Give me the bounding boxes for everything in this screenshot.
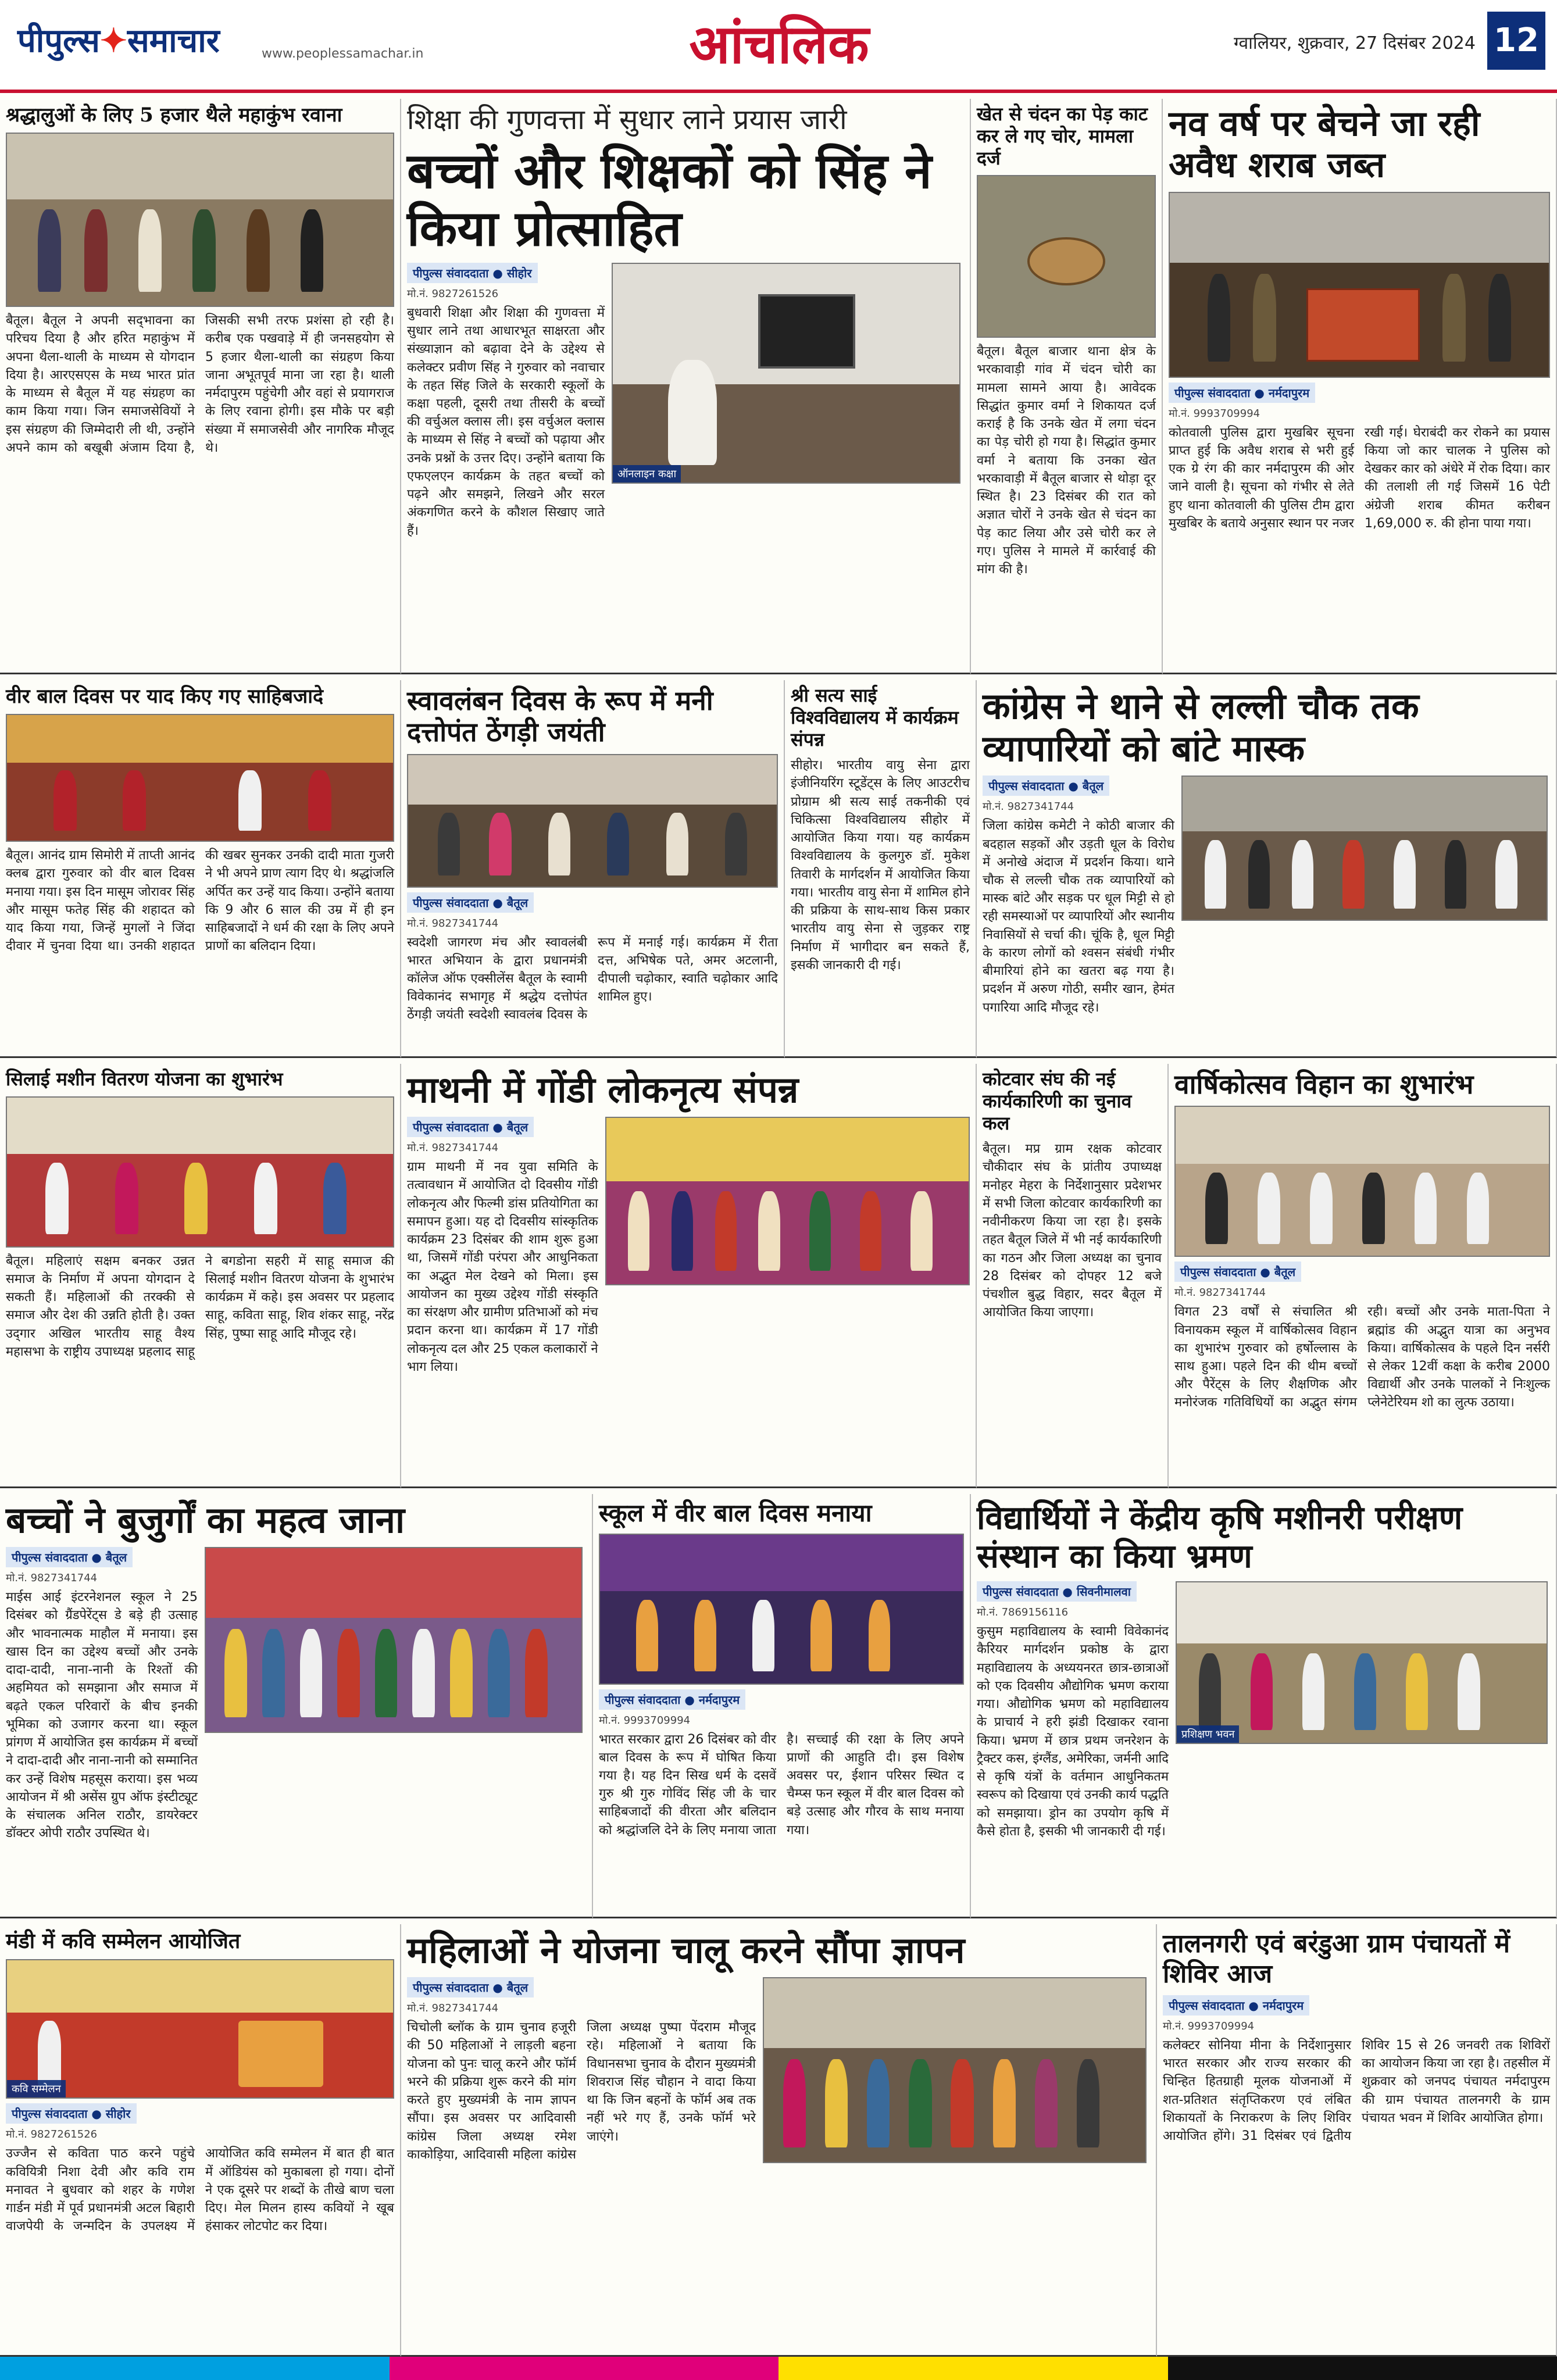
news-photo[interactable] bbox=[6, 1959, 394, 2099]
dateline: ग्वालियर, शुक्रवार, 27 दिसंबर 2024 bbox=[1234, 33, 1476, 53]
masthead bbox=[0, 0, 1557, 93]
story-camp-today[interactable] bbox=[1157, 1924, 1557, 2357]
headline: श्रद्धालुओं के लिए 5 हजार थैले महाकुंभ रवाना bbox=[6, 103, 342, 127]
article-body: ग्राम माथनी में नव युवा समिति के तत्वावधान में आयोजित दो दिवसीय गोंडी लोकनृत्य और फिल्मी डांस प्रतियोगिता का समापन हुआ। यह दो दिवसीय सांस्कृतिक कार्यक्रम 23 दिसंबर की शाम शुरू हुआ था, जिसमें गोंडी परंपरा और आधुनिकता का अद्भुत मेल देखने को मिला। इस आयोजन का मुख्य उद्देश्य गोंडी संस्कृति का संरक्षण और ग्रामीण प्रतिभाओं को मंच प्रदान करना था। कार्यक्रम में 17 गोंडी लोकनृत्य दल और 25 एकल कलाकारों ने भाग लिया। bbox=[407, 1160, 598, 1374]
star-icon: ✦ bbox=[99, 22, 127, 60]
article-body: चिचोली ब्लॉक के ग्राम चुनाव हजूरी की 50 महिलाओं ने लाड़ली बहना योजना को पुनः चालू करने और फॉर्म भरने की प्रक्रिया शुरू करने की मांग करते हुए मुख्यमंत्री के नाम ज्ञापन सौंपा। इस अवसर पर आदिवासी कांग्रेस जिला अध्यक्ष रमेश काकोड़िया, आदिवासी महिला कांग्रेस जिला अध्यक्ष पुष्पा पेंदराम मौजूद रहे। महिलाओं ने बताया कि विधानसभा चुनाव के दौरान मुख्यमंत्री शिवराज सिंह चौहान ने वादा किया था कि जिन बहनों के फॉर्म अब तक नहीं भरे गए हैं, उनके फॉर्म भरे जाएंगे। bbox=[407, 2020, 756, 2162]
byline: पीपुल्स संवाददाता ● सिवनीमालवा bbox=[977, 1581, 1137, 1602]
headline: बच्चों ने बुजुर्गों का महत्व जाना bbox=[6, 1499, 405, 1541]
news-photo[interactable] bbox=[205, 1547, 583, 1733]
reporter-phone: मो.नं. 9827341744 bbox=[983, 801, 1074, 813]
headline: श्री सत्य साई विश्वविद्यालय में कार्यक्रम संपन्न bbox=[791, 684, 959, 751]
story-thengadi-jayanti[interactable] bbox=[401, 680, 785, 1058]
article-body: माईस आई इंटरनेशनल स्कूल ने 25 दिसंबर को ग्रैंडपेरेंट्स डे बड़े ही उत्साह और भावनात्मक माहौल में मनाया। इस खास दिन का उद्देश्य बच्चों और उनके दादा-दादी, नाना-नानी के रिश्तों की अहमियत को समझाना और समाज में बढ़ते एकल परिवारों के बीच इनकी भूमिका को उजागर करना था। स्कूल प्रांगण में आयोजित इस कार्यक्रम में बच्चों ने दादा-दादी और नाना-नानी को सम्मानित कर उन्हें विशेष महसूस कराया। इस भव्य आयोजन में श्री असेंस ग्रुप ऑफ इंस्टीट्यूट के संचालक अनिल राठौर, डायरेक्टर डॉक्टर ओपी राठौर उपस्थित थे। bbox=[6, 1590, 198, 1841]
byline: पीपुल्स संवाददाता ● बैतूल bbox=[407, 1977, 534, 1997]
headline: वार्षिकोत्सव विहान का शुभारंभ bbox=[1174, 1069, 1474, 1100]
article-body: बुधवारी शिक्षा और शिक्षा की गुणवत्ता में सुधार लाने तथा आधारभूत साक्षरता और संख्याज्ञान को बढ़ावा देने के उद्देश्य से कलेक्टर प्रवीण सिंह ने गुरुवार को नवाचार के तहत सिंह जिले के सरकारी स्कूलों के कक्षा पहली, दूसरी तथा तीसरी के बच्चों की वर्चुअल क्लास ली। इस वर्चुअल क्लास के माध्यम से सिंह ने बच्चों को पढ़ाया और उनके प्रश्नों के उत्तर दिए। उन्होंने बताया कि एफएलएन कार्यक्रम के तहत बच्चों को पढ़ने और समझने, लिखने और सरल अंकगणित करने के कौशल सिखाए जाते हैं। bbox=[407, 305, 605, 538]
news-photo[interactable] bbox=[612, 263, 960, 484]
article-body: बैतूल। बैतूल बाजार थाना क्षेत्र के भरकावाड़ी गांव में चंदन चोरी का मामला सामने आया है। आवेदक सिद्धांत कुमार वर्मा ने शिकायत दर्ज कराई है कि उनके खेत में लगा चंदन का पेड़ चोरी हो गया है। सिद्धांत कुमार वर्मा ने बताया कि उनका खेत भरकावाड़ी में बैतूल बाजार से थोड़ा दूर स्थित है। 23 दिसंबर की रात को अज्ञात चोरों ने उनके खेत से चंदन का पेड़ काट लिया और उसे चोरी कर ले गए। पुलिस ने मामले में कार्रवाई की मांग की है। bbox=[977, 344, 1156, 577]
article-body: स्वदेशी जागरण मंच और स्वावलंबी भारत अभियान के द्वारा प्रधानमंत्री कॉलेज ऑफ एक्सीलेंस बैतूल के स्वामी विवेकानंद सभागृह में श्रद्धेय दत्तोपंत ठेंगड़ी जयंती स्वदेशी स्वावलंब दिवस के रूप में मनाई गई। कार्यक्रम में रीता दत्त, अभिषेक पते, अमर अटलानी, दीपाली चढ़ोकार, स्वाति चढ़ोकार आदि शामिल हुए। bbox=[407, 935, 778, 1023]
news-photo[interactable] bbox=[605, 1117, 970, 1285]
article-body: कोतवाली पुलिस द्वारा मुखबिर सूचना प्राप्त हुई कि अवैध शराब से भरी हुई एक ग्रे रंग की कार नर्मदापुरम की ओर जाने वाली है। सूचना को गंभीर से लेते हुए थाना कोतवाली की पुलिस टीम द्वारा मुखबिर के बताये अनुसार स्थान पर नजर रखी गई। घेराबंदी कर रोकने का प्रयास किया जो कार चालक ने पुलिस को देखकर कार को अंधेरे में रोक दिया। कार की तलाशी ली गई जिसमें 16 पेटी अंग्रेजी शराब कीमत करीबन 1,69,000 रु. की होना पाया गया। bbox=[1169, 425, 1550, 531]
byline: पीपुल्स संवाददाता ● सीहोर bbox=[6, 2103, 137, 2124]
news-photo[interactable] bbox=[1181, 776, 1548, 921]
story-kavi-sammelan[interactable] bbox=[0, 1924, 401, 2357]
headline: महिलाओं ने योजना चालू करने सौंपा ज्ञापन bbox=[407, 1929, 965, 1971]
article-body: कलेक्टर सोनिया मीना के निर्देशानुसार भारत सरकार और राज्य सरकार की चिन्हित हितग्राही मूलक योजनाओं में शत-प्रतिशत संतृप्तिकरण एवं लंबित शिकायतों के निराकरण के लिए शिविर आयोजित होंगे। 31 दिसंबर एवं द्वितीय शिविर 15 से 26 जनवरी तक शिविरों का आयोजन किया जा रहा है। तहसील में शुक्रवार को जनपद पंचायत नर्मदापुरम की ग्राम पंचायत तालनगरी के ग्राम पंचायत भवन में शिविर आयोजित होगा। bbox=[1163, 2038, 1550, 2143]
headline: कांग्रेस ने थाने से लल्ली चौक तक व्यापारियों को बांटे मास्क bbox=[983, 685, 1419, 770]
news-photo[interactable] bbox=[6, 133, 394, 307]
article-body: बैतूल। महिलाएं सक्षम बनकर उन्नत समाज के निर्माण में अपना योगदान दे सकती हैं। महिलाओं की तरक्की से समाज और देश की उन्नति होती है। उक्त उद्‌गार अखिल भारतीय साहू वैश्य महासभा के राष्ट्रीय उपाध्यक्ष प्रहलाद साहू ने बगडोना सहरी में साहू समाज की सिलाई मशीन वितरण योजना के शुभारंभ कार्यक्रम में कहे। इस अवसर पर प्रहलाद साहू, कविता साहू, शिव शंकर साहू, नरेंद्र सिंह, पुष्पा साहू आदि मौजूद रहे। bbox=[6, 1253, 394, 1359]
story-mahakumbh-bags[interactable] bbox=[0, 99, 401, 674]
story-grandparents-day[interactable] bbox=[0, 1494, 593, 1918]
story-agri-machinery-visit[interactable] bbox=[971, 1494, 1557, 1918]
news-photo[interactable] bbox=[977, 175, 1156, 338]
story-vihan-annual-fest[interactable] bbox=[1169, 1064, 1557, 1488]
byline: पीपुल्स संवाददाता ● नर्मदापुरम bbox=[1169, 383, 1315, 403]
reporter-phone: मो.नं. 7869156116 bbox=[977, 1606, 1069, 1619]
headline: विद्यार्थियों ने केंद्रीय कृषि मशीनरी परीक्षण संस्थान का किया भ्रमण bbox=[977, 1499, 1463, 1576]
headline: वीर बाल दिवस पर याद किए गए साहिबजादे bbox=[6, 685, 324, 708]
brand-right: समाचार bbox=[127, 22, 220, 60]
reporter-phone: मो.नं. 9827261526 bbox=[6, 2128, 98, 2141]
story-school-veer-bal[interactable] bbox=[593, 1494, 971, 1918]
page-number: 12 bbox=[1487, 12, 1545, 70]
news-photo[interactable] bbox=[763, 1977, 1147, 2163]
story-women-memorandum[interactable] bbox=[401, 1924, 1157, 2357]
article-body: कुसुम महाविद्यालय के स्वामी विवेकानंद कैरियर मार्गदर्शन प्रकोष्ठ के द्वारा महाविद्यालय के अध्ययनरत छात्र-छात्राओं को एक दिवसीय औद्योगिक भ्रमण कराया गया। औद्योगिक भ्रमण को महाविद्यालय के प्राचार्य ने हरी झंडी दिखाकर रवाना किया। भ्रमण में छात्र प्रथम जनरेशन के ट्रैक्टर कस, इंग्लैंड, अमेरिका, जर्मनी आदि से कृषि यंत्रों के वर्तमान आधुनिकतम स्वरूप को दिखाया एवं उनकी कार्य पद्धति को समझाया। ड्रोन का उपयोग कृषि में कैसे होता है, इसकी भी जानकारी दी गई। bbox=[977, 1624, 1169, 1839]
headline: मंडी में कवि सम्मेलन आयोजित bbox=[6, 1929, 241, 1953]
story-veer-bal-sahibzade[interactable] bbox=[0, 680, 401, 1058]
site-url[interactable]: www.peoplessamachar.in bbox=[262, 47, 424, 61]
news-photo[interactable] bbox=[1176, 1581, 1548, 1744]
section-title: आंचलिक bbox=[689, 13, 869, 76]
byline: पीपुल्स संवाददाता ● बैतूल bbox=[1174, 1262, 1301, 1282]
byline: पीपुल्स संवाददाता ● नर्मदापुरम bbox=[599, 1689, 745, 1710]
article-body: जिला कांग्रेस कमेटी ने कोठी बाजार की बदहाल सड़कों और उड़ती धूल के विरोध में अनोखे अंदाज में प्रदर्शन किया। थाने चौक से लल्ली चौक तक व्यापारियों को मास्क बांटे और सड़क पर धूल मिट्टी से हो रही समस्याओं पर व्यापारियों और स्थानीय निवासियों से चर्चा की। चूंकि है, धूल मिट्टी के कारण लोगों को श्वसन संबंधी गंभीर बीमारियां होने का खतरा बढ़ गया है। प्रदर्शन में अरुण गोठी, समीर खान, हेमंत पगारिया आदि मौजूद रहे। bbox=[983, 819, 1174, 1015]
headline: सिलाई मशीन वितरण योजना का शुभारंभ bbox=[6, 1068, 283, 1090]
headline: स्कूल में वीर बाल दिवस मनाया bbox=[599, 1499, 872, 1527]
news-photo[interactable] bbox=[599, 1534, 964, 1685]
byline: पीपुल्स संवाददाता ● बैतूल bbox=[407, 1117, 534, 1137]
photo-tag: कवि सम्मेलन bbox=[7, 2080, 66, 2097]
news-photo[interactable] bbox=[6, 1096, 394, 1248]
byline: पीपुल्स संवाददाता ● सीहोर bbox=[407, 263, 538, 283]
headline: स्वावलंबन दिवस के रूप में मनी दत्तोपंत ठेंगड़ी जयंती bbox=[407, 685, 713, 748]
article-body: बैतूल। मप्र ग्राम रक्षक कोटवार चौकीदार संघ के प्रांतीय उपाध्यक्ष मनोहर मेहरा के निर्देशानुसार प्रदेशभर में सभी जिला कोटवार कार्यकारिणी का नवीनीकरण किया जा रहा है। इसके तहत बैतूल जिले में भी नई कार्यकारिणी का गठन और जिला अध्यक्ष का चुनाव 28 दिसंबर को दोपहर 12 बजे पंचशील बुद्ध विहार, सदर बैतूल में आयोजित किया जाएगा। bbox=[983, 1142, 1162, 1320]
photo-tag: ऑनलाइन कक्षा bbox=[613, 465, 681, 483]
story-sathya-sai-university[interactable] bbox=[785, 680, 977, 1058]
headline: कोटवार संघ की नई कार्यकारिणी का चुनाव कल bbox=[983, 1068, 1132, 1134]
story-sandalwood-theft[interactable] bbox=[971, 99, 1163, 674]
headline: खेत से चंदन का पेड़ काट कर ले गए चोर, मामला दर्ज bbox=[977, 103, 1148, 169]
reporter-phone: मो.नं. 9827341744 bbox=[6, 1572, 98, 1585]
story-gondi-folk-dance[interactable] bbox=[401, 1064, 977, 1488]
brand-left: पीपुल्स bbox=[17, 22, 100, 60]
reporter-phone: मो.नं. 9993709994 bbox=[1169, 407, 1260, 420]
article-body: सीहोर। भारतीय वायु सेना द्वारा इंजीनियरिंग स्टूडेंट्स के लिए आउटरीच प्रोग्राम श्री सत्य साई तकनीकी एवं चिकित्सा विश्वविद्यालय सीहोर में आयोजित किया गया। यह कार्यक्रम विश्वविद्यालय के कुलगुरु डॉ. मुकेश तिवारी के मार्गदर्शन में आयोजित किया गया। भारतीय वायु सेना में शामिल होने की प्रक्रिया के साथ-साथ किस प्रकार भारतीय वायु सेना से जुड़कर राष्ट्र निर्माण में भागीदार बन सकते हैं, इसकी जानकारी दी गई। bbox=[791, 758, 970, 973]
story-education-quality[interactable] bbox=[401, 99, 971, 674]
byline: पीपुल्स संवाददाता ● बैतूल bbox=[407, 892, 534, 913]
headline: बच्चों और शिक्षकों को सिंह ने किया प्रोत्साहित bbox=[407, 141, 932, 257]
reporter-phone: मो.नं. 9993709994 bbox=[599, 1714, 691, 1727]
reporter-phone: मो.नं. 9827341744 bbox=[407, 917, 499, 930]
newspaper-logo[interactable] bbox=[17, 17, 220, 62]
story-congress-masks[interactable] bbox=[977, 680, 1557, 1058]
reporter-phone: मो.नं. 9827341744 bbox=[407, 1142, 499, 1155]
byline: पीपुल्स संवाददाता ● बैतूल bbox=[983, 776, 1109, 796]
headline: नव वर्ष पर बेचने जा रही अवैध शराब जब्त bbox=[1169, 103, 1480, 185]
story-sewing-machine[interactable] bbox=[0, 1064, 401, 1488]
article-body: बैतूल। बैतूल ने अपनी सद्‌भावना का परिचय दिया है और हरित महाकुंभ में अपना थैला-थाली के माध्यम से योगदान दिया है। आरएसएस के मध्य भारत प्रांत के माध्यम से बैतूल में यह संग्रहण का काम किया गया। जिन समाजसेवियों ने इस संग्रहण की जिम्मेदारी ली थी, उन्होंने अपने काम को बखूबी अंजाम दिया है, जिसकी सभी तरफ प्रशंसा हो रही है। करीब एक पखवाड़े में ही जनसहयोग से 5 हजार थैला-थाली का संग्रहण किया जाना अभूतपूर्व माना जा रहा है। थाली नर्मदापुरम पहुंचेगी और वहां से प्रयागराज के लिए रवाना होगी। इस मौके पर बड़ी संख्या में समाजसेवी और नागरिक मौजूद थे। bbox=[6, 313, 394, 455]
photo-tag: प्रशिक्षण भवन bbox=[1177, 1725, 1239, 1743]
byline: पीपुल्स संवाददाता ● नर्मदापुरम bbox=[1163, 1995, 1309, 2016]
story-kotwar-union[interactable] bbox=[977, 1064, 1169, 1488]
headline: माथनी में गोंडी लोकनृत्य संपन्न bbox=[407, 1069, 799, 1111]
article-body: बैतूल। आनंद ग्राम सिमोरी में ताप्ती आनंद क्लब द्वारा गुरुवार को वीर बाल दिवस मनाया गया। इस दिन मासूम जोरावर सिंह और मासूम फतेह सिंह की शहादत को याद किया गया, जिन्हें मुगलों ने जिंदा दीवार में चुनवा दिया था। उनकी शहादत की खबर सुनकर उनकी दादी माता गुजरी ने भी अपने प्राण त्याग दिए थे। श्रद्धांजलि अर्पित कर उन्हें याद किया। उन्होंने बताया कि 9 और 6 साल की उम्र में ही इन साहिबजादों ने धर्म की रक्षा के लिए अपने प्राणों का बलिदान दिया। bbox=[6, 848, 394, 954]
article-body: उज्जैन से कविता पाठ करने पहुंचे कवियित्री निशा देवी और कवि राम मनावत ने बुधवार को शहर के गणेश गार्डन मंडी में पूर्व प्रधानमंत्री अटल बिहारी वाजपेयी के जन्मदिन के उपलक्ष्य में आयोजित कवि सम्मेलन में बात ही बात में ऑडियंस को मुकाबला हो गया। दोनों ने एक दूसरे पर शब्दों के तीखे बाण चला दिए। मेल मिलन हास्य कवियों ने खूब हंसाकर लोटपोट कर दिया। bbox=[6, 2146, 394, 2234]
news-photo[interactable] bbox=[1174, 1106, 1550, 1257]
reporter-phone: मो.नं. 9827341744 bbox=[407, 2002, 499, 2015]
kicker: शिक्षा की गुणवत्ता में सुधार लाने प्रयास जारी bbox=[407, 103, 847, 136]
news-photo[interactable] bbox=[1169, 192, 1550, 378]
byline: पीपुल्स संवाददाता ● बैतूल bbox=[6, 1547, 133, 1567]
article-body: भारत सरकार द्वारा 26 दिसंबर को वीर बाल दिवस के रूप में घोषित किया गया है। यह दिन सिख धर्म के दसवें गुरु श्री गुरु गोविंद सिंह जी के चार साहिबजादों की वीरता और बलिदान को श्रद्धांजलि देने के लिए मनाया जाता है। सच्चाई की रक्षा के लिए अपने प्राणों की आहुति दी। इस विशेष अवसर पर, ईशान परिसर स्थित द चैम्प्स फन स्कूल में वीर बाल दिवस को बड़े उत्साह और गौरव के साथ मनाया गया। bbox=[599, 1732, 964, 1838]
print-color-bar bbox=[0, 2357, 1557, 2380]
news-photo[interactable] bbox=[407, 754, 778, 888]
reporter-phone: मो.नं. 9827261526 bbox=[407, 287, 499, 300]
news-photo[interactable] bbox=[6, 714, 394, 842]
story-liquor-seized[interactable] bbox=[1163, 99, 1557, 674]
reporter-phone: मो.नं. 9993709994 bbox=[1163, 2020, 1255, 2032]
headline: तालनगरी एवं बरंडुआ ग्राम पंचायतों में शिविर आज bbox=[1163, 1929, 1510, 1989]
reporter-phone: मो.नं. 9827341744 bbox=[1174, 1287, 1266, 1299]
article-body: विगत 23 वर्षों से संचालित श्री विनायकम स्कूल में वार्षिकोत्सव विहान का शुभारंभ गुरुवार को हर्षोल्लास के साथ हुआ। पहले दिन की थीम बच्चों और पैरेंट्स के लिए शैक्षणिक और मनोरंजक गतिविधियों का अद्भुत संगम रही। बच्चों और उनके माता-पिता ने ब्रह्मांड की अद्भुत यात्रा का अनुभव किया। वार्षिकोत्सव के पहले दिन नर्सरी से लेकर 12वीं कक्षा के करीब 2000 विद्यार्थी और उनके पालकों ने निःशुल्क प्लेनेटेरियम शो का लुत्फ उठाया। bbox=[1174, 1305, 1550, 1410]
